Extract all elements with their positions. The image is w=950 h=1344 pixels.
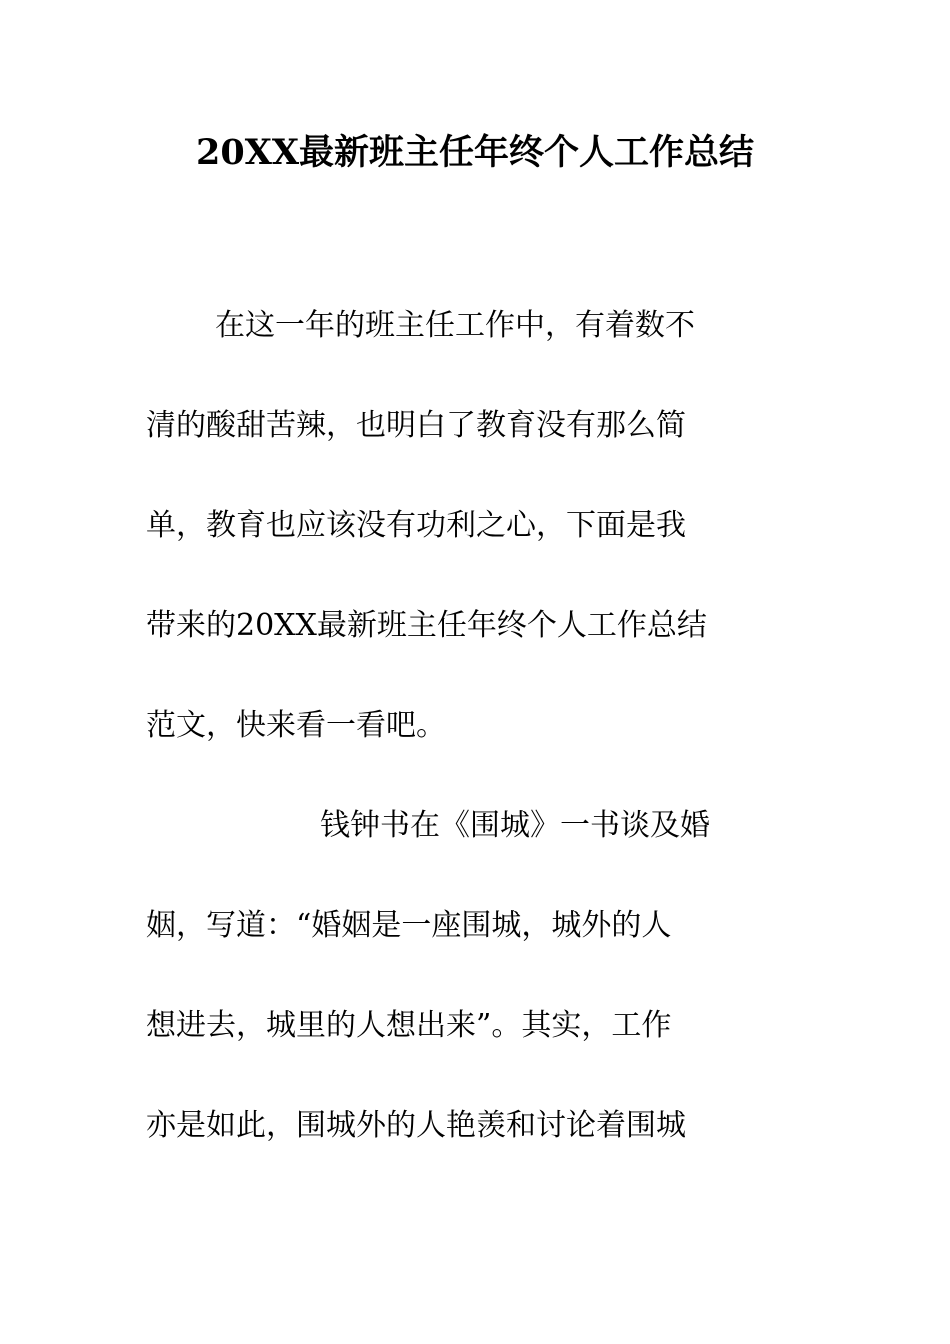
paragraph-line: 想进去，城里的人想出来”。其实，工作 (146, 1008, 672, 1043)
paragraph-line: 在这一年的班主任工作中，有着数不 (215, 308, 695, 343)
paragraph-line: 范文，快来看一看吧。 (146, 708, 446, 743)
paragraph-line: 钱钟书在《围城》一书谈及婚 (320, 808, 710, 843)
document-title: 20XX最新班主任年终个人工作总结 (195, 132, 755, 173)
paragraph-line: 姻，写道：“婚姻是一座围城，城外的人 (146, 908, 672, 943)
paragraph-line: 亦是如此，围城外的人艳羡和讨论着围城 (146, 1108, 686, 1143)
paragraph-line: 带来的20XX最新班主任年终个人工作总结 (146, 608, 707, 643)
paragraph-line: 单，教育也应该没有功利之心，下面是我 (146, 508, 686, 543)
paragraph-line: 清的酸甜苦辣，也明白了教育没有那么简 (146, 408, 686, 443)
